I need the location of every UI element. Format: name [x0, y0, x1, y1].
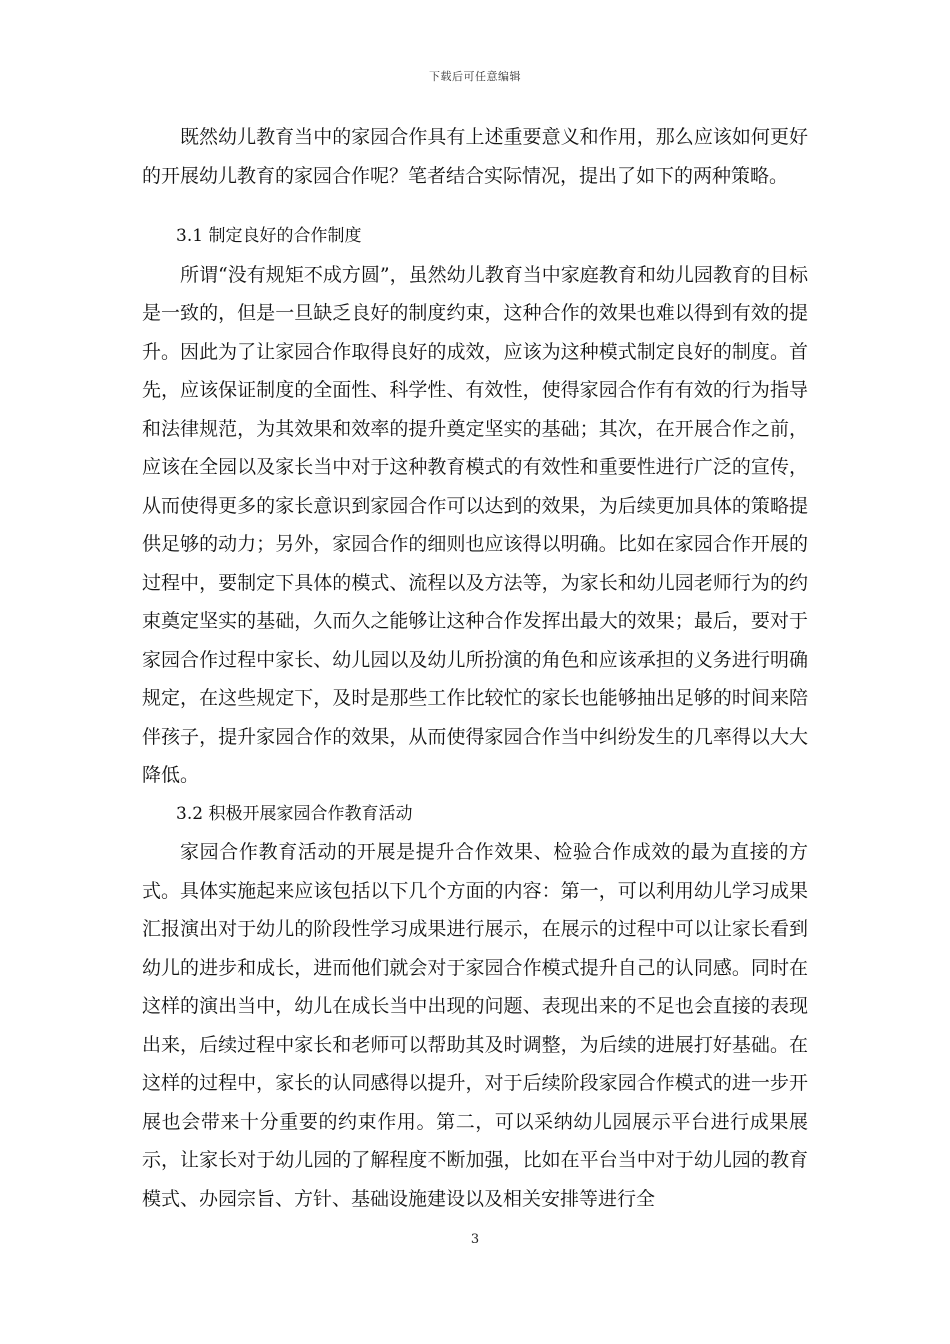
document-body	[142, 118, 815, 1218]
section-3-2	[142, 795, 808, 1219]
section-paragraph: 所谓“没有规矩不成方圆”，虽然幼儿教育当中家庭教育和幼儿园教育的目标是一致的，但是一旦缺乏良好的制度约束，这种合作的效果也难以得到有效的提升。因此为了让家园合作取得良好的成效，应该为这种模式制定良好的制度。首先，应该保证制度的全面性、科学性、有效性，使得家园合作有有效的行为指导和法律规范，为其效果和效率的提升奠定坚实的基础；其次，在开展合作之前，应该在全园以及家长当中对于这种教育模式的有效性和重要性进行广泛的宣传，从而使得更多的家长意识到家园合作可以达到的效果，为后续更加具体的策略提供足够的动力；另外，家园合作的细则也应该得以明确。比如在家园合作开展的过程中，要制定下具体的模式、流程以及方法等，为家长和幼儿园老师行为的约束奠定坚实的基础，久而久之能够让这种合作发挥出最大的效果；最后，要对于家园合作过程中家长、幼儿园以及幼儿所扮演的角色和应该承担的义务进行明确 规定，在这些规定下，及时是那些工作比较忙的家长也能够抽出足够的时间来陪伴孩子，提升家园合作的效果，从而使得家园合作当中纠纷发生的几率得以大大降低。	[142, 263, 815, 786]
section-heading: 3.2 积极开展家园合作教育活动	[176, 803, 413, 824]
section-paragraph: 家园合作教育活动的开展是提升合作效果、检验合作成效的最为直接的方式。具体实施起来应该包括以下几个方面的内容：第一，可以利用幼儿学习成果汇报演出对于幼儿的阶段性学习成果进行展示，在展示的过程中可以让家长看到幼儿的进步和成长，进而他们就会对于家园合作模式提升自己的认同感。同时在这样的演出当中，幼儿在成长当中出现的问题、表现出来的不足也会直接的表现出来，后续过程中家长和老师可以帮助其及时调整，为后续的进展打好基础。在这样的过程中，家长的认同感得以提升，对于后续阶段家园合作模式的进一步开展也会带来十分重要的约束作用。第二，可以采纳幼儿园展示平台进行成果展示，让家长对于幼儿园的了解程度不断加强，比如在平台当中对于幼儿园的教育模式、办园宗旨、方针、基础设施建设以及相关安排等进行全	[142, 841, 808, 1210]
intro-paragraph: 既然幼儿教育当中的家园合作具有上述重要意义和作用，那么应该如何更好的开展幼儿教育的家园合作呢？笔者结合实际情况，提出了如下的两种策略。	[142, 126, 808, 187]
page-number: 3	[470, 1232, 480, 1247]
section-3-1	[142, 217, 815, 795]
page-header: 下载后可任意编辑	[429, 70, 521, 83]
section-heading: 3.1 制定良好的合作制度	[176, 226, 362, 246]
